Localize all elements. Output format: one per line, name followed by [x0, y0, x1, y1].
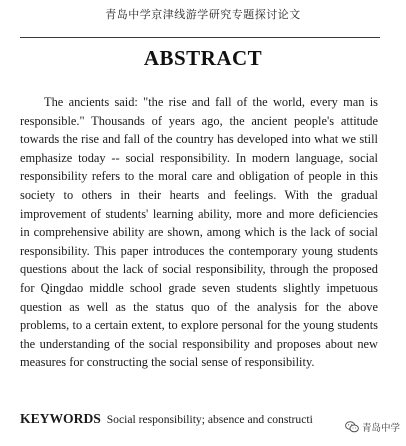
wechat-icon	[345, 421, 359, 433]
keywords-line	[20, 411, 360, 427]
keywords-label: KEYWORDS	[20, 411, 101, 426]
abstract-body: The ancients said: "the rise and fall of the world, every man is responsible." Thousands of years ago, the ancient people's attitude towards the rise and fall of the country has developed into what we still emphasize today -- social responsibility. In modern language, social responsibility refers to the moral care and obligation of people in this society to others in their hearts and feelings. With the gradual improvement of students' learning ability, more and more deficiencies in comprehensive ability are shown, among which is the lack of social responsibility. This paper introduces the contemporary young students questions about the lack of social responsibility, through the proposed for Qingdao middle school grade seven students slightly impetuous question as well as the status quo of the analysis for the above problems, to a certain extent, to explore personal for the young students the understanding of the social responsibility and proposes about new measures for constructing the social sense of responsibility.	[20, 95, 378, 370]
page-title: ABSTRACT	[143, 46, 263, 70]
watermark-text: 青岛中学	[361, 423, 400, 434]
keywords-text: Social responsibility; absence and constructi	[106, 413, 313, 426]
header-divider	[20, 37, 380, 38]
running-header: 青岛中学京津线游学研究专题探讨论文	[105, 8, 301, 21]
account-watermark	[343, 419, 402, 435]
